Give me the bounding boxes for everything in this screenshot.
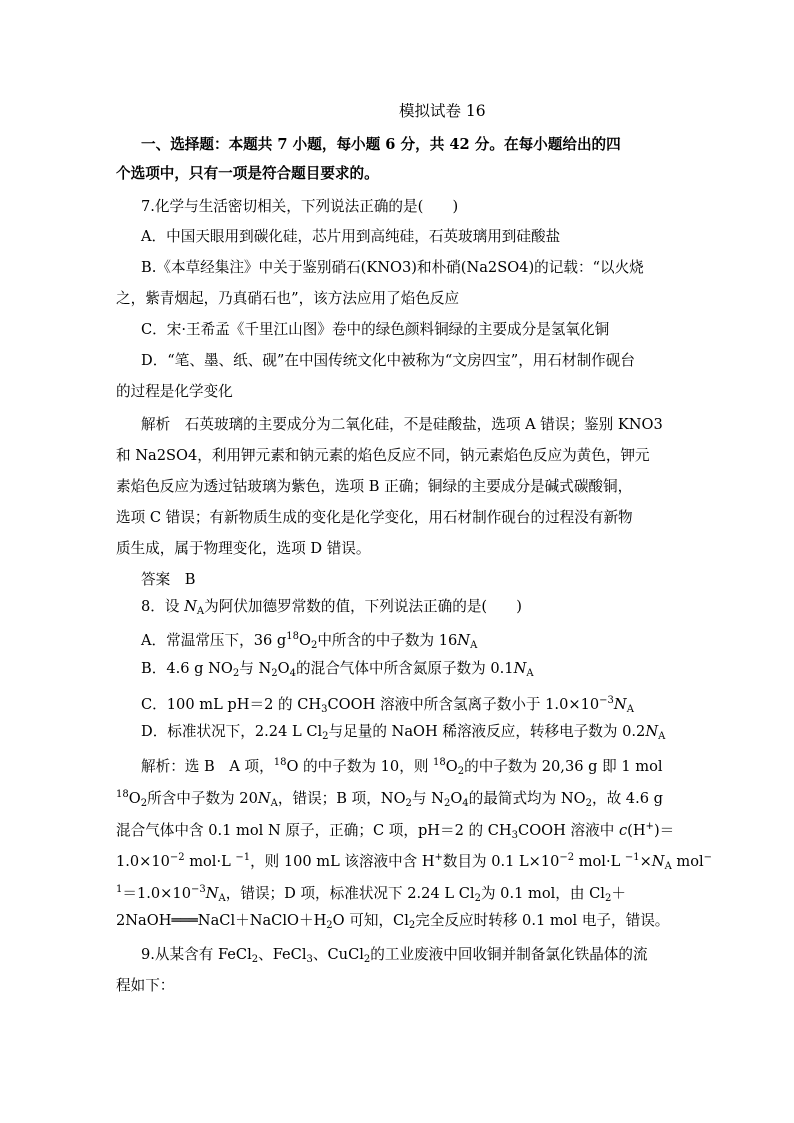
q7-option-a: A．中国天眼用到碳化硅，芯片用到高纯硅，石英玻璃用到硅酸盐: [141, 228, 561, 245]
q7-option-b-line-2: 之，紫青烟起，乃真硝石也”，该方法应用了焰色反应: [116, 290, 460, 307]
q7-stem: 7.化学与生活密切相关，下列说法正确的是( ): [141, 198, 459, 215]
q7-option-b-line-1: B.《本草经集注》中关于鉴别硝石(KNO3)和朴硝(Na2SO4)的记载：“以火烧: [141, 259, 644, 276]
q7-option-c: C．宋·王希孟《千里江山图》卷中的绿色颜料铜绿的主要成分是氢氧化铜: [141, 321, 610, 338]
q7-option-d-line-2: 的过程是化学变化: [116, 383, 233, 400]
q8-stem: 8．设 $N_A$为阿伏加德罗常数的值，下列说法正确的是( ): [141, 598, 522, 617]
q7-analysis-line-3: 素焰色反应为透过钴玻璃为紫色，选项 B 正确；铜绿的主要成分是碱式碳酸铜，: [116, 478, 633, 495]
q8-option-a: A．常温常压下，36 $g^{18}O_2$中所含的中子数为 $16N_A$: [141, 631, 478, 651]
q8-option-c: C．100 mL pH＝2 的 $CH_3COOH$ 溶液中所含氢离子数小于 $1.0\times 10^{-3}N_A$: [141, 695, 634, 715]
q8-option-d: D．标准状况下，2.24 L $Cl_2$与足量的 NaOH 稀溶液反应，转移电子数为 $0.2N_A$: [141, 723, 666, 742]
section-instruction-line-1: 一、选择题：本题共 7 小题，每小题 6 分，共 42 分。在每小题给出的四: [141, 136, 621, 153]
q8-analysis-line-4: $1.0\times 10^{-2}$ mol·L $^{-1}$，则 100 mL 该溶液中含 H+数目为 0.1 $L\times 10^{-2}$ mol·L $^{-1}\times N_A$ mol−: [116, 852, 713, 872]
section-instruction-line-2: 个选项中，只有一项是符合题目要求的。: [116, 165, 379, 182]
q8-analysis-line-6: $2NaOH═══NaCl+NaClO+H_2O$ 可知，$Cl_2$完全反应时转移 0.1 mol 电子，错误。: [116, 912, 670, 931]
q8-analysis-line-1: 解析：选 B A 项，$^{18}$O 的中子数为 10，则 $^{18}O_2$的中子数为 20,36 g 即 1 mol: [141, 757, 663, 777]
q9-stem-line-1: 9.从某含有 FeCl$_2$、FeCl$_3$、CuCl$_2$的工业废液中回收铜并制备氯化铁晶体的流: [141, 946, 648, 965]
q7-answer: 答案 B: [141, 571, 196, 588]
q7-analysis-line-2: 和 Na2SO4，利用钾元素和钠元素的焰色反应不同，钠元素焰色反应为黄色，钾元: [116, 447, 650, 464]
q7-option-d-line-1: D．“笔、墨、纸、砚”在中国传统文化中被称为“文房四宝”，用石材制作砚台: [141, 352, 635, 369]
q8-analysis-line-3: 混合气体中含 0.1 mol N 原子，正确；C 项，pH＝2 的 $CH_3COOH$ 溶液中 c(H+)＝: [116, 821, 675, 841]
q7-analysis-line-1: 解析 石英玻璃的主要成分为二氧化硅，不是硅酸盐，选项 A 错误；鉴别 KNO3: [141, 416, 663, 433]
q8-analysis-line-2: $^{18}O_2$所含中子数为 $20N_A$，错误；B 项，$NO_2$与 $N_2O_4$的最简式均为 $NO_2$，故 4.6 g: [116, 789, 663, 809]
q7-analysis-line-5: 质生成，属于物理变化，选项 D 错误。: [116, 540, 371, 557]
q9-stem-line-2: 程如下：: [116, 977, 175, 994]
q8-option-b: B．4.6 g $NO_2$与 $N_2O_4$的混合气体中所含氮原子数为 $0.1N_A$: [141, 660, 534, 679]
q8-analysis-line-5: $^1=1.0\times 10^{-3}N_A$，错误；D 项，标准状况下 2.24 L $Cl_2$为 0.1 mol，由 $Cl_2+$: [116, 884, 626, 904]
q7-analysis-line-4: 选项 C 错误；有新物质生成的变化是化学变化，用石材制作砚台的过程没有新物: [116, 509, 633, 526]
page-title: 模拟试卷 16: [399, 102, 486, 120]
